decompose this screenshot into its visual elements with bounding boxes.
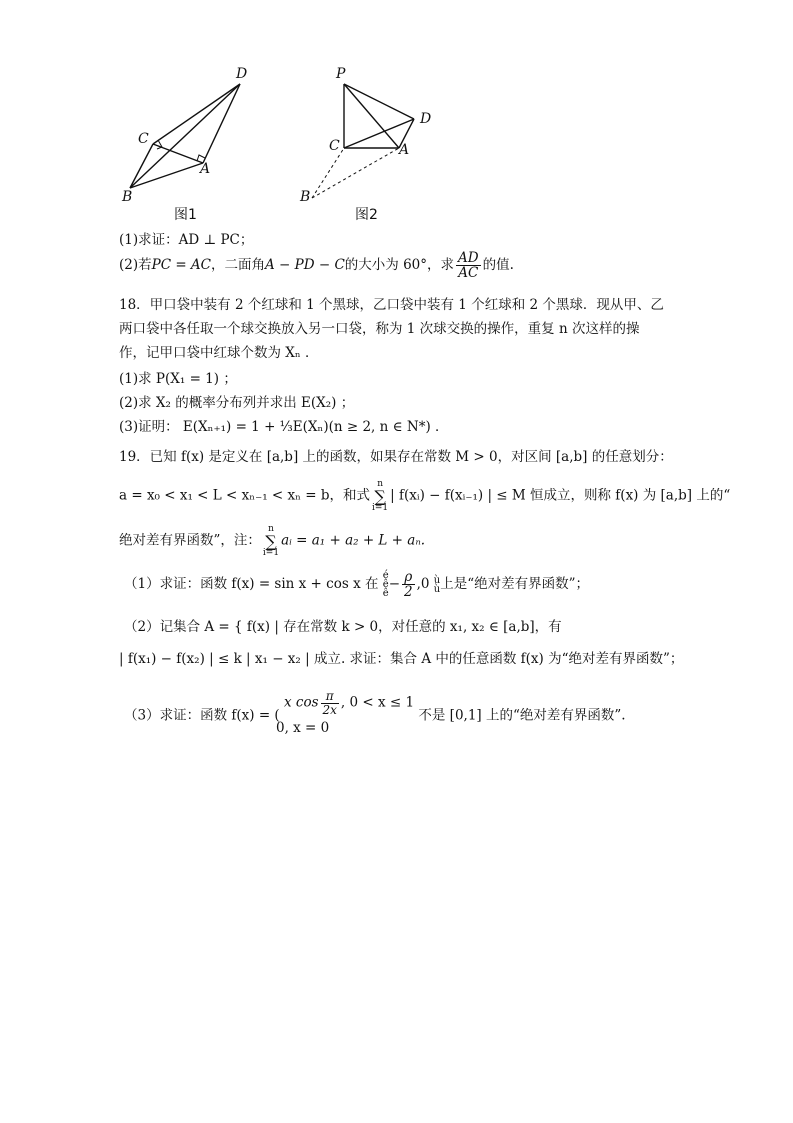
p19-part3-suffix: 不是 [0,1] 上的“绝对差有界函数”. — [418, 707, 626, 724]
bracket-glyph-top: é — [382, 570, 389, 582]
sum-sigma: ∑ — [374, 486, 386, 506]
figure-2-lines — [312, 84, 414, 198]
bracket-glyph-mid: ê — [382, 579, 389, 591]
p17-part2-mid: ，二面角 — [211, 257, 266, 274]
p17-part2-prefix: (2)若 — [119, 257, 152, 274]
problem-18-line-3: 作，记甲口袋中红球个数为 Xₙ ． — [119, 345, 319, 361]
segment-PD — [344, 84, 414, 119]
fraction-numerator: ρ — [402, 570, 415, 585]
problem-18-part-1: (1)求 P(X₁ = 1) ； — [119, 371, 237, 387]
figure-1-diagram — [110, 60, 260, 210]
piecewise-case-1 — [284, 690, 414, 716]
p19-part1-prefix: （1）求证：函数 f(x) = sin x + cos x 在 — [124, 576, 379, 593]
p19-part1-interval-end: ,0 — [416, 576, 430, 593]
bracket-glyph-mid: ù — [433, 583, 441, 595]
p19-part1-fraction — [402, 570, 415, 599]
fig2-point-A: A — [399, 142, 410, 158]
segment-AD — [203, 84, 240, 163]
case-1-fraction — [321, 690, 339, 716]
fig2-point-D: D — [420, 111, 432, 127]
segment-CA — [153, 144, 203, 163]
p17-part2-mid2: 的大小为 60°，求 — [344, 257, 455, 274]
p19-part1-suffix: 上是“绝对差有界函数”； — [440, 576, 590, 593]
case-1-domain: , 0 < x ≤ 1 — [340, 694, 415, 711]
p17-part2-fraction — [456, 251, 481, 280]
bracket-glyph-top: ù — [433, 574, 441, 586]
segment-PA — [344, 84, 399, 148]
sum-lower-limit: i=1 — [372, 502, 389, 513]
p17-part2-suffix: 的值. — [482, 257, 514, 274]
piecewise-function — [275, 689, 415, 737]
problem-19-line-2 — [119, 480, 730, 512]
fig2-point-C: C — [329, 138, 340, 154]
problem-18-line-1: 18．甲口袋中装有 2 个红球和 1 个黑球，乙口袋中装有 1 个红球和 2 个黑球．现从甲、乙 — [119, 297, 664, 313]
segment-BA-dashed — [312, 148, 399, 198]
figure-1-caption: 图1 — [174, 207, 197, 223]
fig1-point-B: B — [122, 189, 133, 205]
fig2-point-B: B — [300, 189, 311, 205]
case-1-expr: x cos — [283, 694, 319, 711]
figure-2-diagram — [300, 60, 450, 210]
fraction-denominator: 2x — [322, 702, 337, 717]
problem-19-part-2-line-1: （2）记集合 A = { f(x) | 存在常数 k > 0，对任意的 x₁, x₂ ∈ [a,b]，有 — [124, 619, 562, 635]
sum-lower-limit: i=1 — [262, 547, 280, 558]
sum-upper-limit: n — [377, 479, 383, 489]
p19-partition: a = x₀ < x₁ < L < xₙ₋₁ < xₙ = b，和式 — [119, 487, 371, 504]
problem-18-line-2: 两口袋中各任取一个球交换放入另一口袋，称为 1 次球交换的操作，重复 n 次这样的操 — [119, 321, 640, 337]
problem-19-part-2-line-2: | f(x₁) − f(x₂) | ≤ k | x₁ − x₂ | 成立. 求证：集合 A 中的任意函数 f(x) 为“绝对差有界函数”； — [119, 651, 684, 667]
sum-upper-limit: n — [268, 524, 274, 534]
problem-17-part-1: (1)求证：AD ⊥ PC； — [119, 232, 254, 248]
fraction-numerator: AD — [458, 250, 479, 266]
p19-condition: | f(xᵢ) − f(xᵢ₋₁) | ≤ M 恒成立，则称 f(x) 为 [a,b] 上的“ — [390, 487, 731, 504]
piecewise-case-2: 0, x = 0 — [275, 720, 330, 737]
summation-symbol — [372, 480, 388, 512]
fig1-point-A: A — [200, 161, 211, 177]
fig2-point-P: P — [336, 66, 346, 82]
problem-19-line-3 — [119, 525, 425, 557]
p19-note-expression: aᵢ = a₁ + a₂ + L + aₙ. — [281, 532, 426, 549]
problem-18-part-2: (2)求 X₂ 的概率分布列并求出 E(X₂) ； — [119, 395, 355, 411]
problem-19-line-1: 19．已知 f(x) 是定义在 [a,b] 上的函数，如果存在常数 M > 0，对区间 [a,b] 的任意划分： — [119, 449, 673, 465]
segment-CD — [153, 84, 240, 144]
p17-part2-angle: A − PD − C — [265, 257, 345, 274]
fraction-denominator: AC — [458, 265, 479, 282]
fig1-point-D: D — [236, 66, 248, 82]
segment-BC-dashed — [312, 148, 344, 198]
problem-19-part-1 — [124, 570, 589, 599]
bracket-glyph-bot: ê — [382, 588, 389, 600]
problem-17-part-2 — [119, 251, 514, 280]
problem-18-part-3: (3)证明： E(Xₙ₊₁) = 1 + ⅓E(Xₙ)(n ≥ 2, n ∈ N*) ． — [119, 419, 449, 435]
p19-note-label: 绝对差有界函数”，注： — [119, 532, 261, 549]
figure-2-caption: 图2 — [355, 207, 378, 223]
fig1-point-C: C — [138, 131, 149, 147]
p19-part3-prefix: （3）求证：函数 f(x) = ( — [124, 707, 280, 724]
summation-symbol-note — [263, 525, 279, 557]
sum-sigma: ∑ — [265, 531, 277, 551]
problem-19-part-3 — [124, 690, 626, 737]
fraction-denominator: 2 — [404, 584, 413, 601]
p17-part2-cond: PC = AC — [151, 257, 212, 274]
fraction-numerator: π — [321, 690, 339, 704]
p19-part1-minus: − — [388, 576, 401, 593]
